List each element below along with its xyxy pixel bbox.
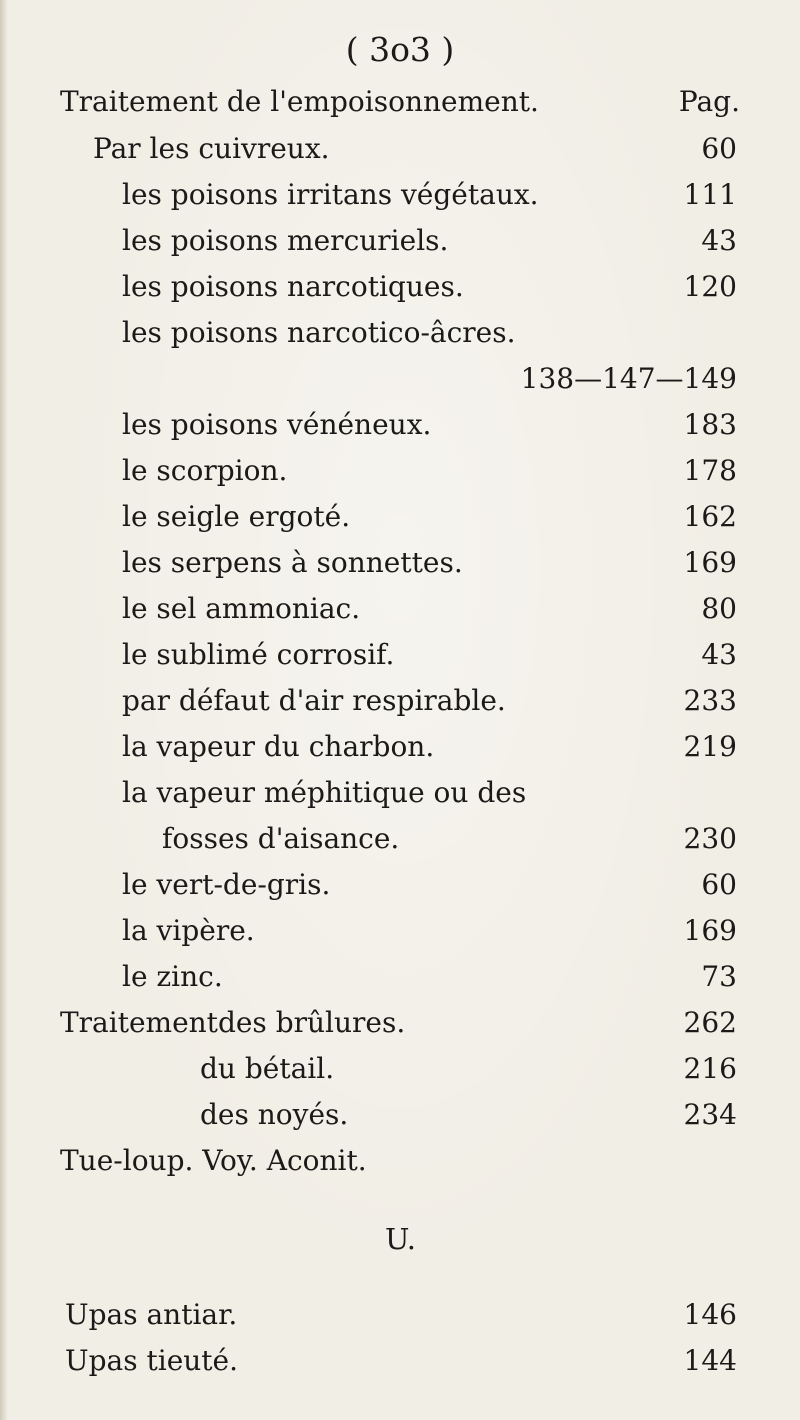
index-entry xyxy=(162,822,737,862)
entry-page: 111 xyxy=(683,178,737,211)
entry-page: 233 xyxy=(683,684,737,717)
entry-label: le sublimé corrosif. xyxy=(122,638,395,671)
entry-label: les poisons mercuriels. xyxy=(122,224,449,257)
index-entry xyxy=(122,500,737,540)
entry-label: fosses d'aisance. xyxy=(162,822,400,855)
entry-label: le zinc. xyxy=(122,960,223,993)
entry-label: des noyés. xyxy=(200,1098,349,1131)
index-entry xyxy=(122,776,737,816)
header-label: Traitement de l'empoisonnement. xyxy=(60,85,539,118)
entry-page: 138—147—149 xyxy=(520,362,737,395)
index-entry xyxy=(200,1098,737,1138)
index-entry xyxy=(122,270,737,310)
index-entry xyxy=(122,684,737,724)
entry-label: les poisons irritans végétaux. xyxy=(122,178,539,211)
index-entry xyxy=(122,454,737,494)
entry-label: Upas antiar. xyxy=(65,1298,238,1331)
index-entry xyxy=(122,316,737,356)
index-entry xyxy=(93,132,737,172)
entry-page: 219 xyxy=(683,730,737,763)
entry-label: la vapeur méphitique ou des xyxy=(122,776,527,809)
entry-page: 120 xyxy=(683,270,737,303)
entry-page: 162 xyxy=(683,500,737,533)
section-letter: U. xyxy=(385,1222,416,1256)
entry-page: 60 xyxy=(701,868,737,901)
entry-page: 262 xyxy=(683,1006,737,1039)
entry-label: Upas tieuté. xyxy=(65,1344,239,1377)
entry-page: 146 xyxy=(683,1298,737,1331)
entry-label: les poisons vénéneux. xyxy=(122,408,432,441)
entry-page: 144 xyxy=(683,1344,737,1377)
entry-label: Traitementdes brûlures. xyxy=(60,1006,406,1039)
entry-label: du bétail. xyxy=(200,1052,335,1085)
index-entry xyxy=(122,730,737,770)
entry-label: le sel ammoniac. xyxy=(122,592,361,625)
entry-page-continuation xyxy=(0,362,737,395)
index-entry xyxy=(65,1344,737,1384)
index-entry xyxy=(122,868,737,908)
index-entry xyxy=(65,1298,737,1338)
page-edge-shadow xyxy=(0,0,8,1420)
index-entry xyxy=(122,914,737,954)
entry-page: 169 xyxy=(683,546,737,579)
entry-page: 80 xyxy=(701,592,737,625)
entry-page: 43 xyxy=(701,638,737,671)
entry-label: la vapeur du charbon. xyxy=(122,730,435,763)
index-entry xyxy=(122,546,737,586)
index-entry xyxy=(122,408,737,448)
entry-label: Par les cuivreux. xyxy=(93,132,330,165)
index-entry xyxy=(60,1144,737,1184)
entry-page: 60 xyxy=(701,132,737,165)
index-entry xyxy=(122,178,737,218)
entry-page: 43 xyxy=(701,224,737,257)
entry-label: le seigle ergoté. xyxy=(122,500,351,533)
entry-label: par défaut d'air respirable. xyxy=(122,684,506,717)
index-header xyxy=(60,85,740,125)
entry-label: les poisons narcotiques. xyxy=(122,270,464,303)
header-page-label: Pag. xyxy=(678,85,740,118)
index-entry xyxy=(122,224,737,264)
index-entry xyxy=(200,1052,737,1092)
entry-page: 216 xyxy=(683,1052,737,1085)
index-entry xyxy=(122,592,737,632)
entry-page: 178 xyxy=(683,454,737,487)
entry-page: 169 xyxy=(683,914,737,947)
entry-label: le scorpion. xyxy=(122,454,288,487)
entry-page: 73 xyxy=(701,960,737,993)
entry-label: les serpens à sonnettes. xyxy=(122,546,463,579)
entry-label: les poisons narcotico-âcres. xyxy=(122,316,516,349)
entry-label: Tue-loup. Voy. Aconit. xyxy=(60,1144,367,1177)
index-entry xyxy=(60,1006,737,1046)
entry-page: 230 xyxy=(683,822,737,855)
entry-label: le vert-de-gris. xyxy=(122,868,331,901)
index-entry xyxy=(122,638,737,678)
page-number: ( 3o3 ) xyxy=(345,30,455,69)
entry-label: la vipère. xyxy=(122,914,255,947)
index-entry xyxy=(122,960,737,1000)
entry-page: 234 xyxy=(683,1098,737,1131)
entry-page: 183 xyxy=(683,408,737,441)
